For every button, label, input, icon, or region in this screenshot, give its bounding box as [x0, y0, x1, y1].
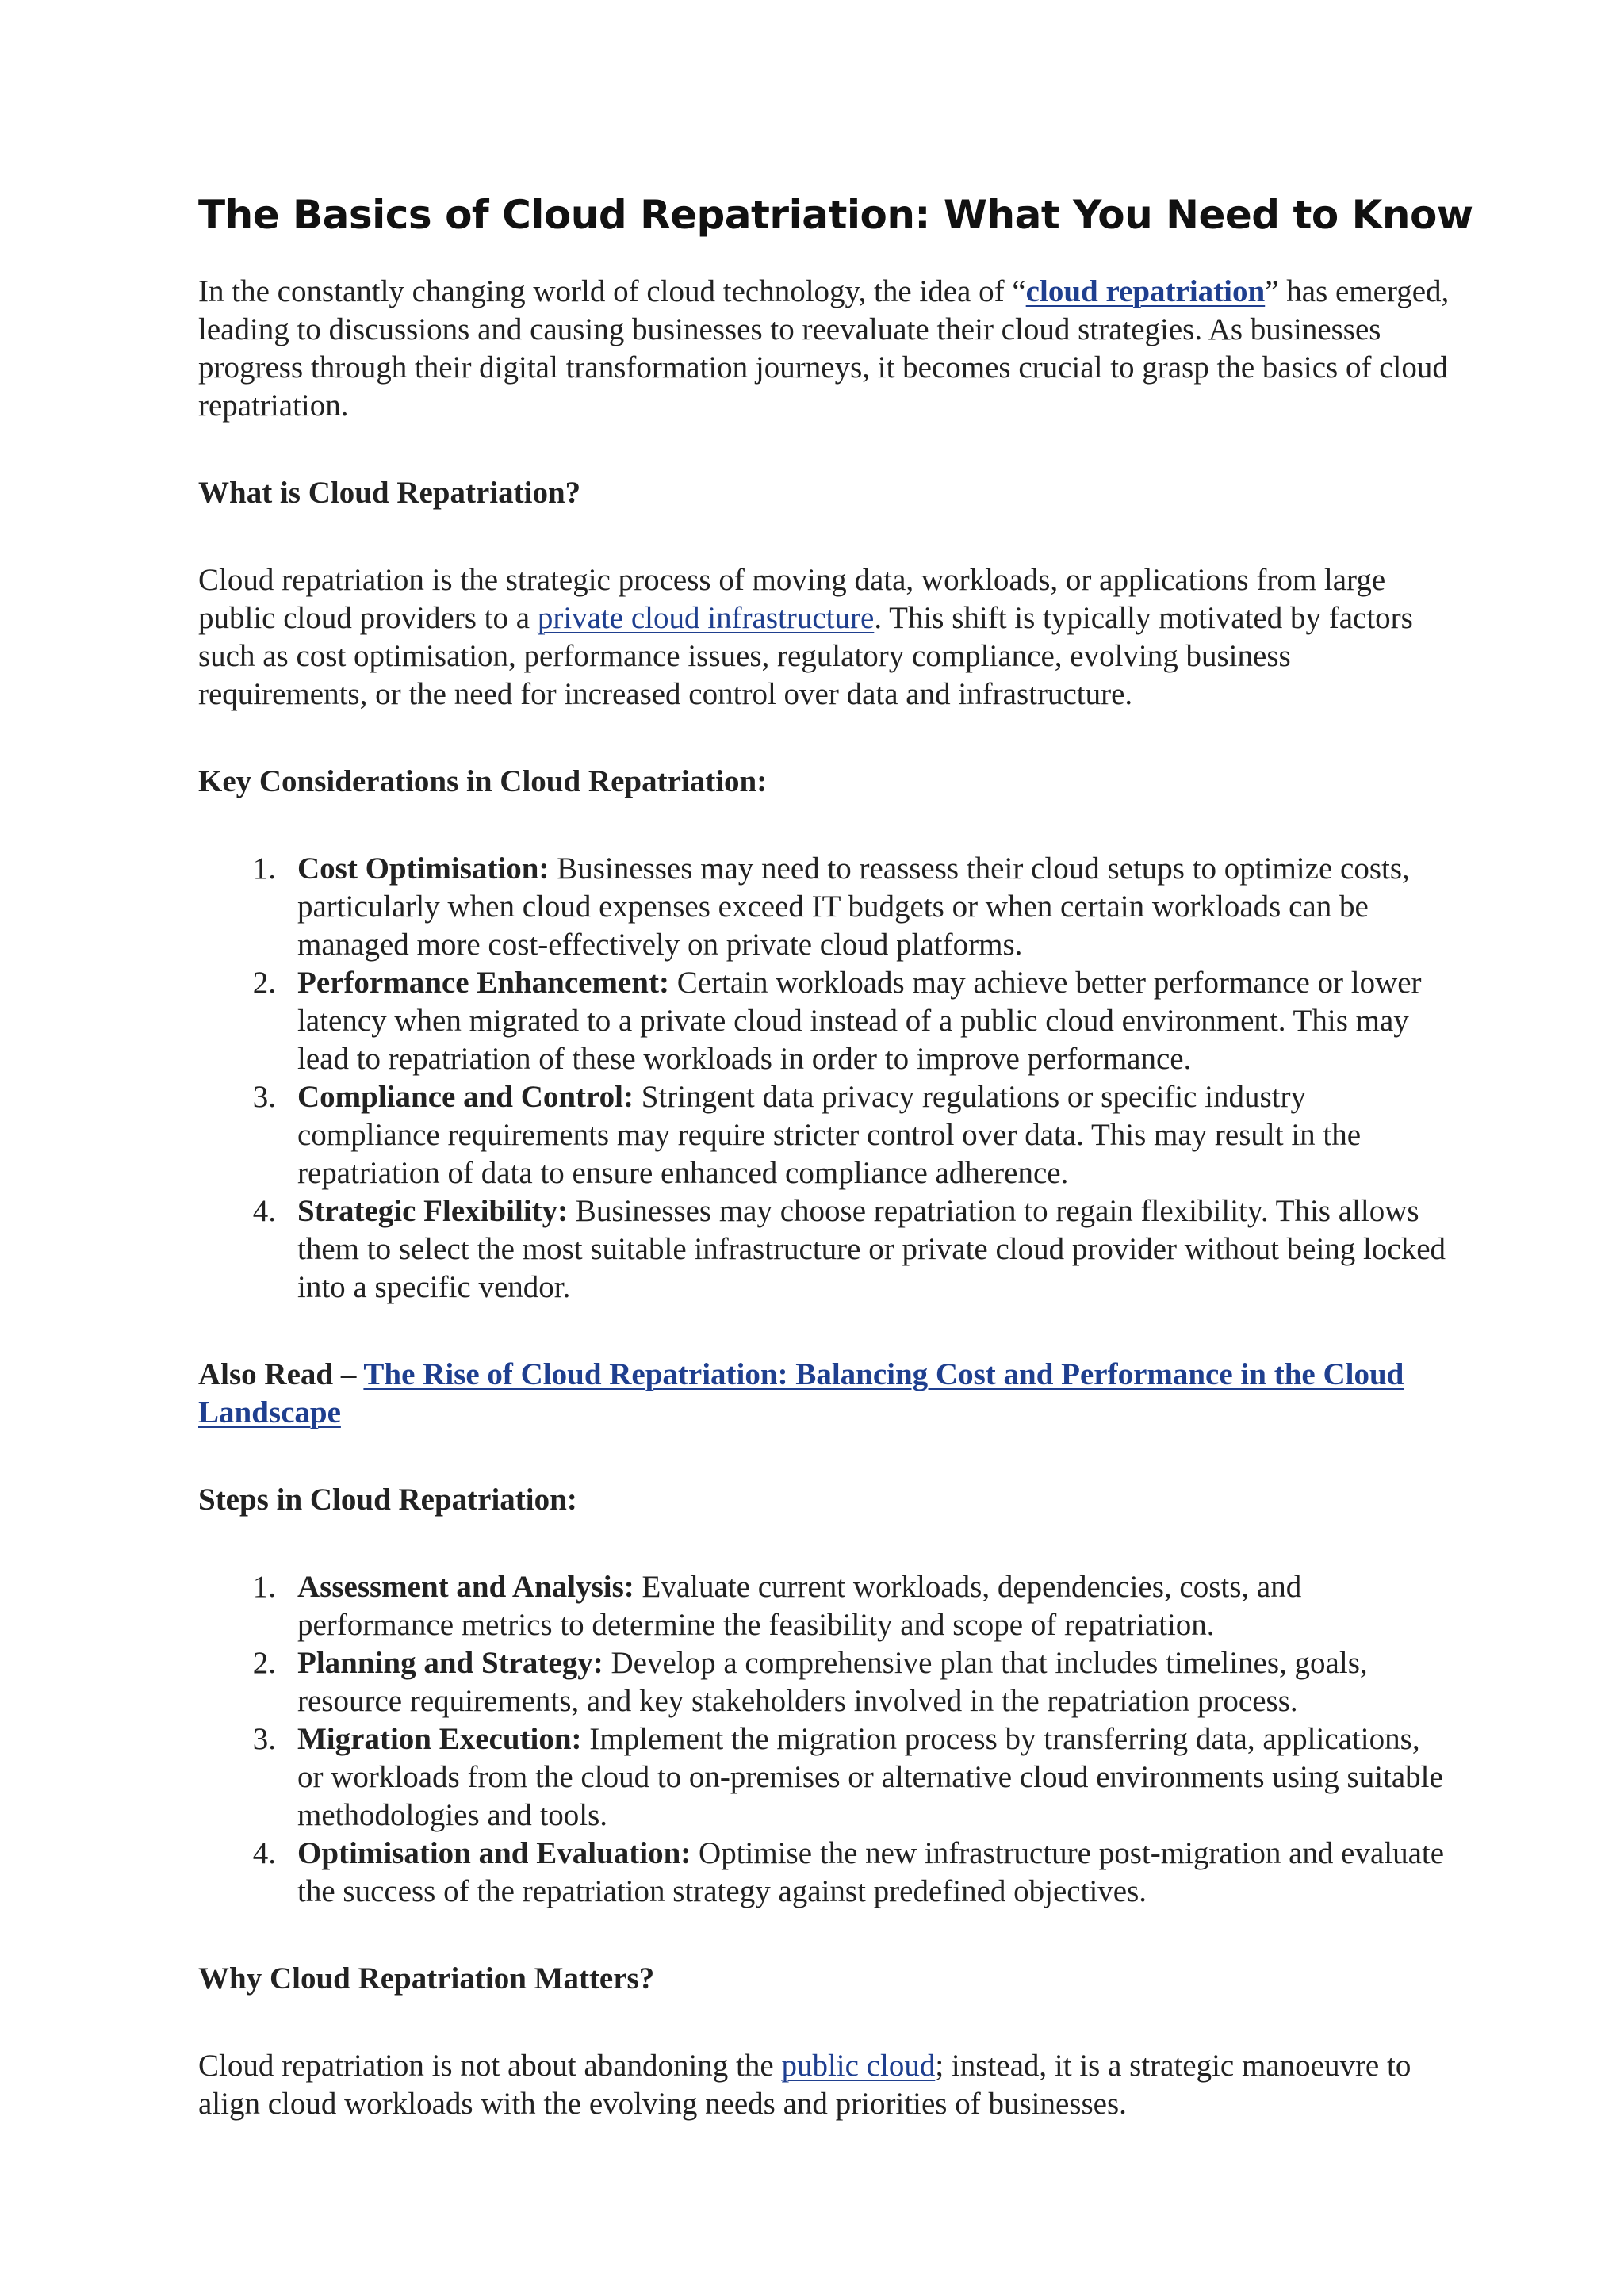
key-considerations-list: [198, 850, 1451, 1307]
what-is-paragraph: [198, 561, 1451, 714]
list-item-title: Compliance and Control:: [297, 1080, 634, 1114]
list-item-text: Certain workloads may achieve better performance or lower latency when migrated to a private cloud instead of a public cloud environment. This may lead to repatriation of these workloads in order to improve performance.: [297, 966, 1422, 1076]
page-title: The Basics of Cloud Repatriation: What You Need to Know: [198, 192, 1473, 238]
what-is-text-before: Cloud repatriation is the strategic process of moving data, workloads, or applications from large public cloud providers to a: [198, 563, 1386, 635]
list-number: 3.: [252, 1722, 276, 1756]
cloud-repatriation-link[interactable]: cloud repatriation: [1025, 274, 1266, 308]
list-item-text: Implement the migration process by transferring data, applications, or workloads from the cloud to on-premises or alternative cloud environments using suitable methodologies and tools.: [297, 1722, 1443, 1832]
why-matters-text-after: ; instead, it is a strategic manoeuvre to align cloud workloads with the evolving needs and priorities of businesses.: [198, 2049, 1411, 2121]
list-item-text: Develop a comprehensive plan that includes timelines, goals, resource requirements, and key stakeholders involved in the repatriation process.: [297, 1646, 1368, 1718]
list-item: [198, 1720, 1451, 1835]
why-matters-paragraph: [198, 2047, 1451, 2123]
list-number: 2.: [252, 966, 276, 1000]
list-item: [198, 964, 1451, 1078]
list-number: 1.: [252, 851, 276, 886]
list-item: [198, 1192, 1451, 1307]
list-item-title: Assessment and Analysis:: [297, 1570, 634, 1604]
steps-list: [198, 1568, 1451, 1911]
also-read: [198, 1356, 1451, 1432]
also-read-prefix: Also Read –: [198, 1357, 364, 1391]
steps-heading: Steps in Cloud Repatriation:: [198, 1483, 577, 1517]
why-matters-heading: Why Cloud Repatriation Matters?: [198, 1961, 655, 1996]
list-item-title: Strategic Flexibility:: [297, 1194, 569, 1228]
public-cloud-link[interactable]: public cloud: [781, 2049, 936, 2083]
list-number: 1.: [252, 1570, 276, 1604]
list-item-text: Optimise the new infrastructure post-migration and evaluate the success of the repatriation strategy against predefined objectives.: [297, 1836, 1445, 1908]
list-number: 2.: [252, 1646, 276, 1680]
list-item-title: Optimisation and Evaluation:: [297, 1836, 691, 1870]
list-item: [198, 1078, 1451, 1192]
private-cloud-infrastructure-link[interactable]: private cloud infrastructure: [537, 601, 875, 635]
list-item-title: Planning and Strategy:: [297, 1646, 603, 1680]
list-item: [198, 850, 1451, 964]
list-item-text: Stringent data privacy regulations or specific industry compliance requirements may require stricter control over data. This may result in the repatriation of data to ensure enhanced compliance adherence.: [297, 1080, 1362, 1190]
what-is-heading: What is Cloud Repatriation?: [198, 476, 581, 510]
list-item-text: Businesses may choose repatriation to regain flexibility. This allows them to select the most suitable infrastructure or private cloud provider without being locked into a specific vendor.: [297, 1194, 1446, 1304]
list-item-title: Cost Optimisation:: [297, 851, 550, 886]
list-number: 3.: [252, 1080, 276, 1114]
list-number: 4.: [252, 1836, 276, 1870]
list-item-text: Businesses may need to reassess their cloud setups to optimize costs, particularly when cloud expenses exceed IT budgets or when certain workloads can be managed more cost-effectively on private cloud platforms.: [297, 851, 1410, 962]
list-item-text: Evaluate current workloads, dependencies, costs, and performance metrics to determine the feasibility and scope of repatriation.: [297, 1570, 1302, 1642]
document-page: [198, 190, 1473, 2123]
intro-text-before: In the constantly changing world of cloud technology, the idea of “: [198, 274, 1026, 308]
also-read-link[interactable]: The Rise of Cloud Repatriation: Balancing Cost and Performance in the Cloud Landscape: [198, 1357, 1404, 1429]
list-item: [198, 1568, 1451, 1644]
list-item-title: Performance Enhancement:: [297, 966, 669, 1000]
intro-text-after: ” has emerged, leading to discussions and causing businesses to reevaluate their cloud strategies. As businesses progress through their digital transformation journeys, it becomes crucial to grasp the basics of cloud repatriation.: [198, 274, 1450, 423]
key-considerations-heading: Key Considerations in Cloud Repatriation:: [198, 764, 768, 798]
list-item: [198, 1644, 1451, 1720]
list-item: [198, 1835, 1451, 1911]
list-number: 4.: [252, 1194, 276, 1228]
intro-paragraph: [198, 273, 1451, 425]
what-is-text-after: . This shift is typically motivated by factors such as cost optimisation, performance issues, regulatory compliance, evolving business requirements, or the need for increased control over data and infrastructure.: [198, 601, 1413, 711]
why-matters-text-before: Cloud repatriation is not about abandoning the: [198, 2049, 782, 2083]
list-item-title: Migration Execution:: [297, 1722, 582, 1756]
